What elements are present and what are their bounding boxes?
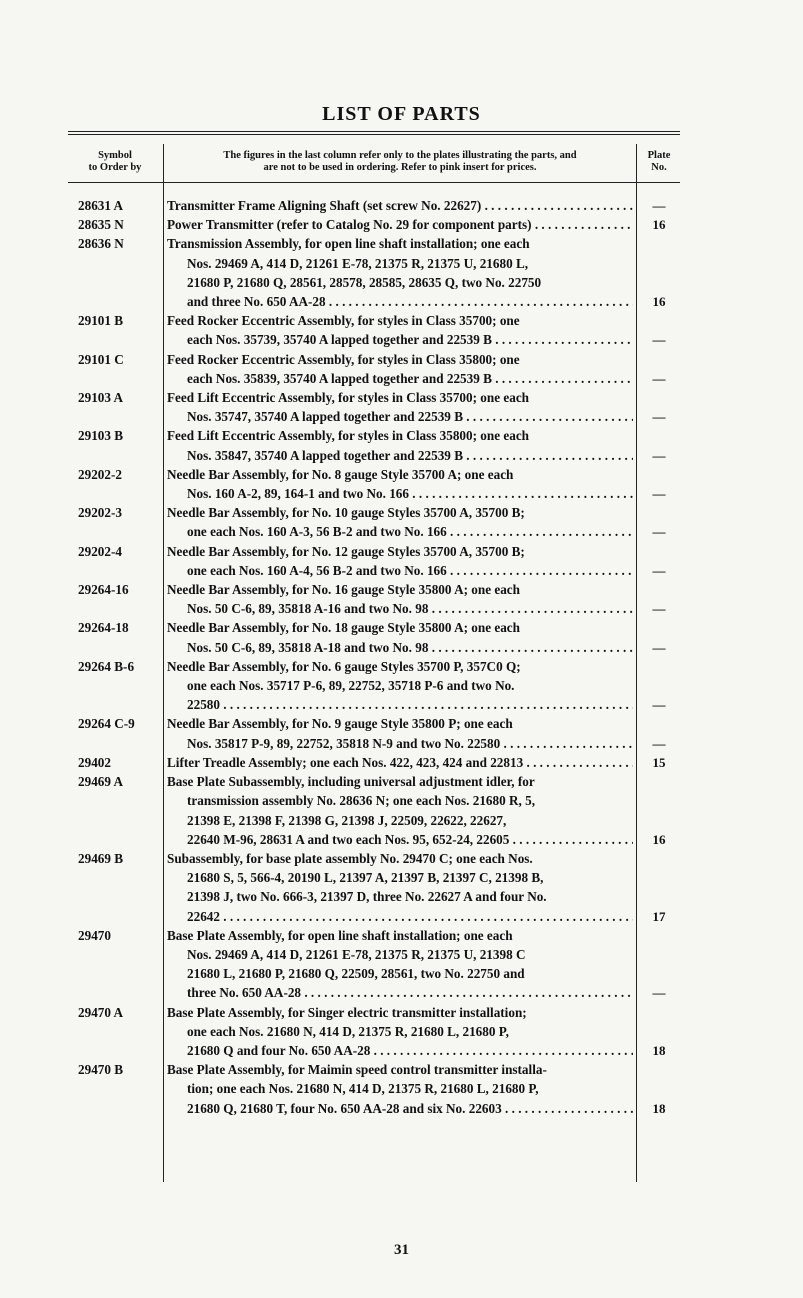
part-description <box>167 234 633 311</box>
part-symbol: 29469 B <box>78 850 124 866</box>
part-description <box>167 196 633 215</box>
page-number: 31 <box>394 1242 409 1258</box>
page-title: LIST OF PARTS <box>322 103 481 125</box>
part-symbol: 29470 A <box>78 1004 124 1020</box>
part-symbol: 29202-4 <box>78 543 122 559</box>
part-symbol: 29470 <box>78 927 111 943</box>
plate-number: — <box>652 562 666 578</box>
part-row <box>0 580 803 618</box>
description-line: 21398 E, 21398 F, 21398 G, 21398 J, 22509, 22622, 22627, <box>187 812 507 828</box>
part-symbol: 29103 B <box>78 428 124 444</box>
description-line: Needle Bar Assembly, for No. 12 gauge Styles 35700 A, 35700 B; <box>167 543 525 559</box>
part-row <box>0 657 803 715</box>
part-description <box>167 426 633 464</box>
part-description <box>167 1003 633 1061</box>
part-row <box>0 465 803 503</box>
description-line: Feed Rocker Eccentric Assembly, for styles in Class 35800; one <box>167 351 520 367</box>
description-line: Power Transmitter (refer to Catalog No. 29 for component parts) . . . . . <box>167 215 633 234</box>
description-line: Nos. 29469 A, 414 D, 21261 E-78, 21375 R, 21375 U, 21398 C <box>187 946 526 962</box>
part-row <box>0 234 803 311</box>
part-row <box>0 215 803 234</box>
part-row <box>0 1003 803 1061</box>
part-description <box>167 542 633 580</box>
part-symbol: 29402 <box>78 754 111 770</box>
part-description <box>167 215 633 234</box>
plate-number: 18 <box>652 1042 666 1058</box>
description-line: 21398 J, two No. 666-3, 21397 D, three No. 22627 A and four No. <box>187 889 547 905</box>
part-row <box>0 196 803 215</box>
description-line: tion; one each Nos. 21680 N, 414 D, 21375 R, 21680 L, 21680 P, <box>187 1081 539 1097</box>
description-line: 21680 Q and four No. 650 AA-28 . . . <box>167 1041 633 1060</box>
description-line: Base Plate Assembly, for open line shaft installation; one each <box>167 927 513 943</box>
plate-number: 17 <box>652 908 666 924</box>
part-row <box>0 503 803 541</box>
part-description <box>167 714 633 752</box>
part-row <box>0 311 803 349</box>
description-line: 22640 M-96, 28631 A and two each Nos. 95, 652-24, 22605 . . . <box>167 830 633 849</box>
plate-number: — <box>652 447 666 463</box>
description-line: and three No. 650 AA-28 . . . <box>167 292 633 311</box>
part-description <box>167 657 633 715</box>
description-line: Base Plate Assembly, for Singer electric transmitter installation; <box>167 1004 527 1020</box>
top-rule <box>68 131 680 132</box>
part-symbol: 29101 C <box>78 351 124 367</box>
plate-number: — <box>652 601 666 617</box>
description-line: Feed Lift Eccentric Assembly, for styles in Class 35700; one each <box>167 390 530 406</box>
part-description <box>167 388 633 426</box>
plate-number: — <box>652 524 666 540</box>
plate-number: — <box>652 735 666 751</box>
description-line: Subassembly, for base plate assembly No. 29470 C; one each Nos. <box>167 850 533 866</box>
description-line: Transmitter Frame Aligning Shaft (set screw No. 22627) . . . <box>167 196 633 215</box>
description-line: each Nos. 35739, 35740 A lapped together and 22539 B . . . <box>167 330 633 349</box>
plate-header-line1: Plate <box>647 150 671 161</box>
description-line: one each Nos. 160 A-4, 56 B-2 and two No. 166 . . . <box>167 561 633 580</box>
part-description <box>167 465 633 503</box>
symbol-header-line1: Symbol <box>98 150 132 161</box>
part-row <box>0 350 803 388</box>
part-symbol: 29202-2 <box>78 466 122 482</box>
part-symbol: 28636 N <box>78 236 124 252</box>
plate-number: — <box>652 486 666 502</box>
plate-number: — <box>652 409 666 425</box>
symbol-header-line2: to Order by <box>88 162 142 173</box>
description-line: Nos. 29469 A, 414 D, 21261 E-78, 21375 R, 21375 U, 21680 L, <box>187 255 529 271</box>
description-line: 21680 Q, 21680 T, four No. 650 AA-28 and six No. 22603 . . . <box>167 1099 633 1118</box>
description-line: Needle Bar Assembly, for No. 18 gauge Style 35800 A; one each <box>167 620 520 636</box>
description-line: Feed Lift Eccentric Assembly, for styles in Class 35800; one each <box>167 428 530 444</box>
plate-number: 16 <box>652 294 666 310</box>
description-line: transmission assembly No. 28636 N; one each Nos. 21680 R, 5, <box>187 793 536 809</box>
description-line: 22642 . . . <box>167 907 633 926</box>
description-line: Needle Bar Assembly, for No. 10 gauge Styles 35700 A, 35700 B; <box>167 505 525 521</box>
description-line: Nos. 50 C-6, 89, 35818 A-18 and two No. 98 . . . <box>167 638 633 657</box>
plate-number: 18 <box>652 1100 666 1116</box>
description-line: each Nos. 35839, 35740 A lapped together and 22539 B . . . <box>167 369 633 388</box>
description-line: Needle Bar Assembly, for No. 6 gauge Styles 35700 P, 357C0 Q; <box>167 658 521 674</box>
description-header-line2: are not to be used in ordering. Refer to pink insert for prices. <box>263 162 537 173</box>
parts-list <box>0 196 803 1118</box>
plate-column-header <box>639 150 679 174</box>
description-line: Base Plate Assembly, for Maimin speed control transmitter installa- <box>167 1062 547 1078</box>
part-row <box>0 753 803 772</box>
description-header-line1: The figures in the last column refer only to the plates illustrating the parts, and <box>223 150 577 161</box>
description-line: Needle Bar Assembly, for No. 16 gauge Style 35800 A; one each <box>167 582 520 598</box>
part-description <box>167 753 633 772</box>
description-line: Nos. 35847, 35740 A lapped together and 22539 B . . . <box>167 446 633 465</box>
part-description <box>167 1060 633 1118</box>
header-rule <box>68 182 680 183</box>
part-description <box>167 503 633 541</box>
plate-number: — <box>652 198 666 213</box>
part-row <box>0 926 803 1003</box>
part-description <box>167 350 633 388</box>
part-symbol: 29264 C-9 <box>78 716 135 732</box>
plate-number: — <box>652 370 666 386</box>
description-line: Lifter Treadle Assembly; one each Nos. 422, 423, 424 and 22813 . . . . <box>167 753 633 772</box>
description-line: Nos. 160 A-2, 89, 164-1 and two No. 166 . . . <box>167 484 633 503</box>
top-rule-double <box>68 134 680 135</box>
plate-number: — <box>652 985 666 1001</box>
part-description <box>167 849 633 926</box>
description-line: Feed Rocker Eccentric Assembly, for styles in Class 35700; one <box>167 313 520 329</box>
part-row <box>0 388 803 426</box>
part-symbol: 29202-3 <box>78 505 122 521</box>
part-description <box>167 772 633 849</box>
part-row <box>0 426 803 464</box>
description-line: 21680 P, 21680 Q, 28561, 28578, 28585, 28635 Q, two No. 22750 <box>187 274 542 290</box>
symbol-column-header <box>70 150 160 174</box>
description-line: Transmission Assembly, for open line shaft installation; one each <box>167 236 530 252</box>
part-symbol: 28635 N <box>78 217 124 233</box>
description-line: Nos. 50 C-6, 89, 35818 A-16 and two No. 98 . . . <box>167 599 633 618</box>
part-description <box>167 926 633 1003</box>
part-symbol: 29264 B-6 <box>78 658 135 674</box>
part-row <box>0 849 803 926</box>
description-line: three No. 650 AA-28 . . . <box>167 983 633 1002</box>
part-description <box>167 580 633 618</box>
part-row <box>0 772 803 849</box>
description-line: Needle Bar Assembly, for No. 9 gauge Style 35800 P; one each <box>167 716 513 732</box>
plate-number: — <box>652 639 666 655</box>
plate-number: — <box>652 697 666 713</box>
description-line: 21680 L, 21680 P, 21680 Q, 22509, 28561, two No. 22750 and <box>187 966 525 982</box>
description-line: 22580 . . . <box>167 695 633 714</box>
part-description <box>167 618 633 656</box>
plate-number: — <box>652 332 666 348</box>
description-line: one each Nos. 160 A-3, 56 B-2 and two No. 166 . . . <box>167 522 633 541</box>
part-row <box>0 1060 803 1118</box>
part-row <box>0 618 803 656</box>
part-symbol: 29470 B <box>78 1062 124 1078</box>
part-row <box>0 542 803 580</box>
description-line: Base Plate Subassembly, including universal adjustment idler, for <box>167 774 535 790</box>
description-line: 21680 S, 5, 566-4, 20190 L, 21397 A, 21397 B, 21397 C, 21398 B, <box>187 870 544 886</box>
part-symbol: 29264-18 <box>78 620 129 636</box>
description-line: one each Nos. 21680 N, 414 D, 21375 R, 21680 L, 21680 P, <box>187 1023 509 1039</box>
description-column-header <box>166 150 634 174</box>
part-row <box>0 714 803 752</box>
part-symbol: 29469 A <box>78 774 124 790</box>
part-description <box>167 311 633 349</box>
plate-number: 16 <box>652 831 666 847</box>
description-line: Nos. 35747, 35740 A lapped together and 22539 B . . . <box>167 407 633 426</box>
plate-number: 16 <box>652 217 666 233</box>
part-symbol: 29101 B <box>78 313 124 329</box>
plate-header-line2: No. <box>651 162 667 173</box>
part-symbol: 29103 A <box>78 390 124 406</box>
part-symbol: 28631 A <box>78 198 124 213</box>
description-line: Nos. 35817 P-9, 89, 22752, 35818 N-9 and two No. 22580 . . . <box>167 734 633 753</box>
plate-number: 15 <box>652 754 666 770</box>
part-symbol: 29264-16 <box>78 582 129 598</box>
description-line: Needle Bar Assembly, for No. 8 gauge Style 35700 A; one each <box>167 466 514 482</box>
description-line: one each Nos. 35717 P-6, 89, 22752, 35718 P-6 and two No. <box>187 678 515 694</box>
